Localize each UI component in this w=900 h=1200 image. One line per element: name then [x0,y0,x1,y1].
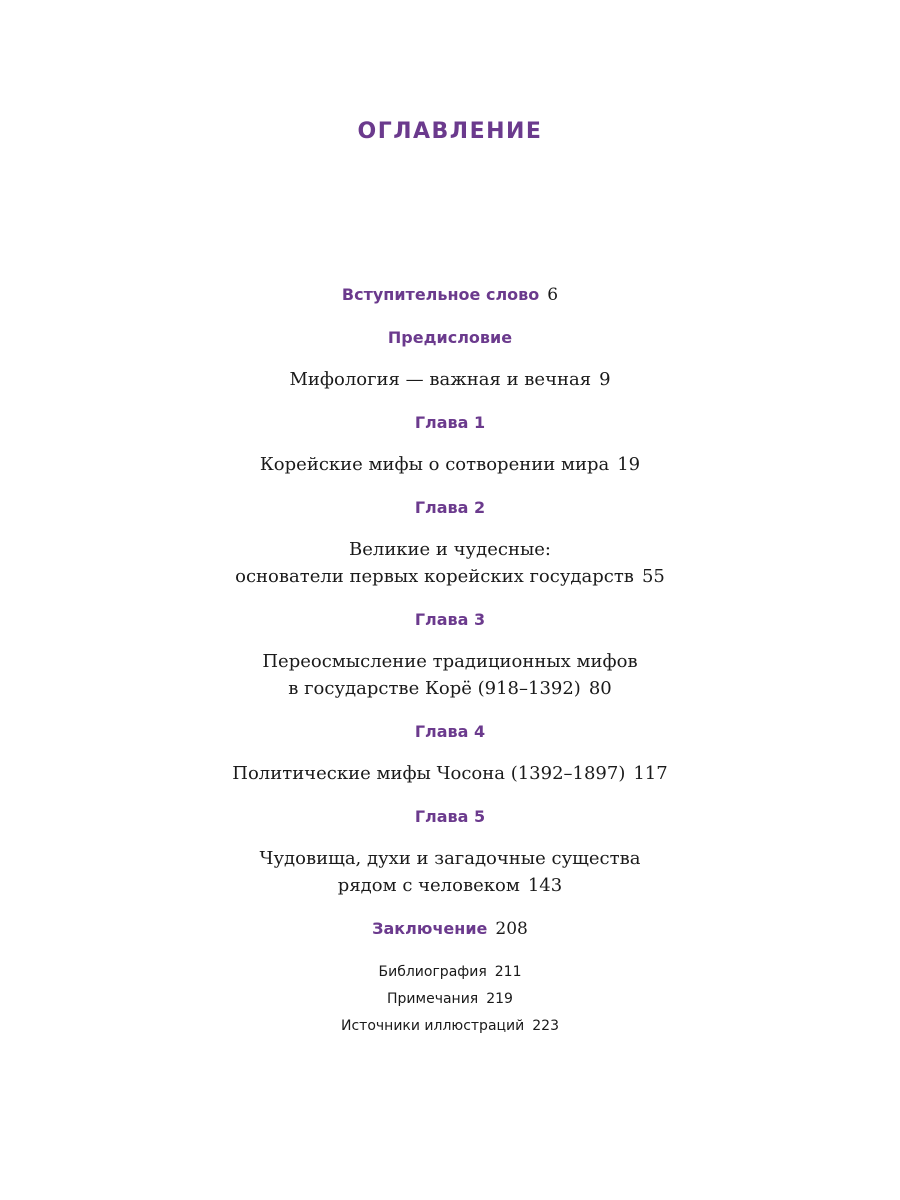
chapter-3-line-2: в государстве Корё (918–1392) [288,678,581,699]
intro-label: Вступительное слово [341,285,540,304]
chapter-5-line-1: Чудовища, духи и загадочные существа [259,848,641,869]
chapter-5-title [0,845,900,899]
chapter-2-title [0,536,900,590]
page-title: ОГЛАВЛЕНИЕ [357,119,543,144]
chapter-3-line-1: Переосмысление традиционных мифов [262,651,638,672]
chapter-1-page: 19 [617,454,641,475]
chapter-2-line-1: Великие и чудесные: [349,539,551,560]
chapter-3-line-2-row [0,675,900,702]
chapter-2-label-row [0,495,900,522]
illustration-sources-page: 223 [532,1018,559,1034]
conclusion-label: Заключение [372,919,488,938]
back-matter-notes [0,986,900,1013]
chapter-5-label-row [0,804,900,831]
chapter-5-page: 143 [527,875,563,896]
chapter-4-label: Глава 4 [414,722,486,741]
chapter-2-line-2: основатели первых корейских государств [235,566,634,587]
intro-page: 6 [547,285,559,305]
chapter-1-line-1: Корейские мифы о сотворении мира [259,454,610,475]
chapter-3-label: Глава 3 [414,610,486,629]
chapter-4-page: 117 [633,763,668,784]
table-of-contents [0,282,900,1040]
toc-entry-conclusion [0,916,900,943]
preface-text: Мифология — важная и вечная [289,369,592,390]
notes-label: Примечания [387,991,479,1007]
chapter-2-page: 55 [641,566,665,587]
chapter-1-title [0,451,900,478]
back-matter-bibliography [0,959,900,986]
toc-entry-intro [0,282,900,309]
toc-entry-preface-text [0,366,900,393]
chapter-1-label: Глава 1 [414,413,486,432]
toc-entry-preface-label [0,325,900,352]
notes-page: 219 [486,991,513,1007]
chapter-5-line-2: рядом с человеком [337,875,520,896]
preface-page: 9 [599,369,611,390]
back-matter-illustration-sources [0,1013,900,1040]
chapter-2-line-2-row [0,563,900,590]
chapter-2-label: Глава 2 [414,498,486,517]
preface-label: Предисловие [387,328,513,347]
bibliography-label: Библиография [378,964,487,980]
chapter-4-line-1: Политические мифы Чосона (1392–1897) [232,763,626,784]
chapter-5-label: Глава 5 [414,807,486,826]
bibliography-page: 211 [494,964,522,980]
conclusion-page: 208 [495,919,528,939]
chapter-4-title [0,760,900,787]
chapter-3-title [0,648,900,702]
chapter-1-label-row [0,410,900,437]
chapter-3-label-row [0,607,900,634]
chapter-3-page: 80 [588,678,612,699]
chapter-4-label-row [0,719,900,746]
chapter-5-line-2-row [0,872,900,899]
illustration-sources-label: Источники иллюстраций [341,1018,525,1034]
